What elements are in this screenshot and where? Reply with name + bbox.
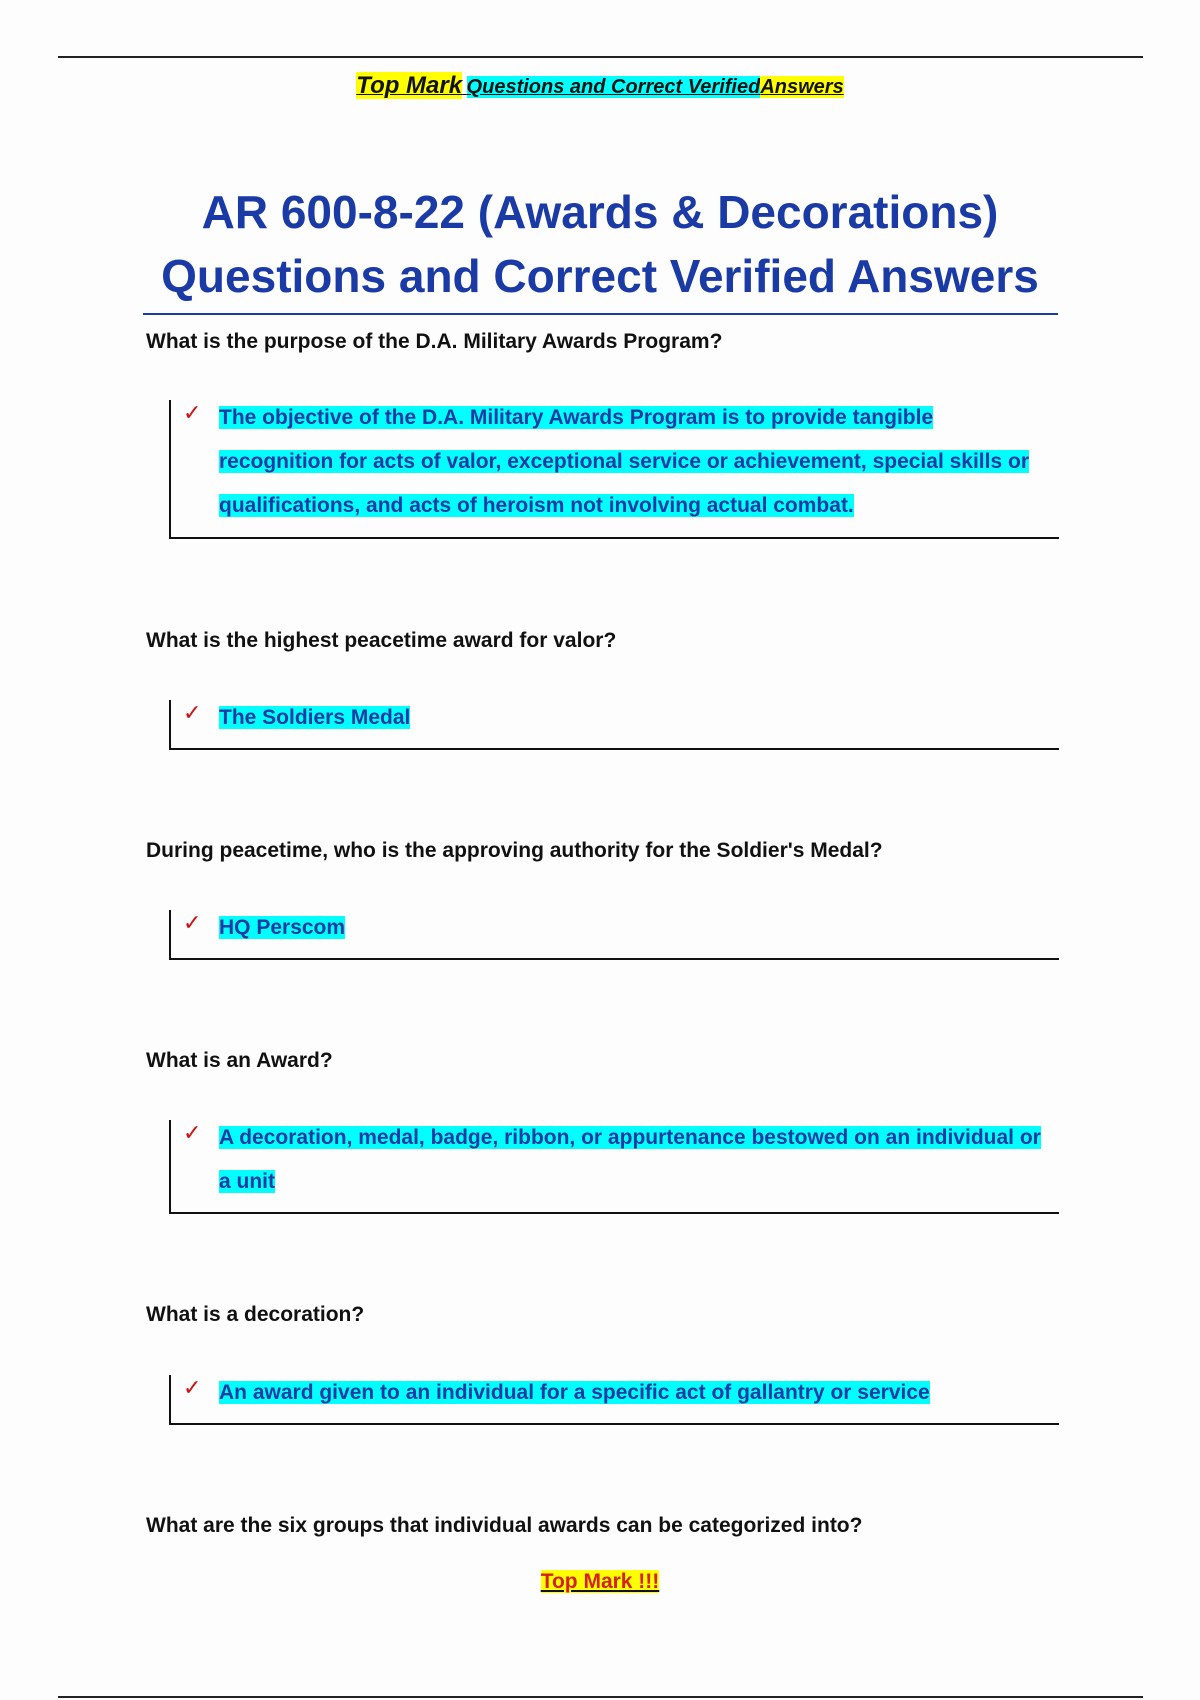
answer-2: The Soldiers Medal xyxy=(219,706,411,729)
question-1: What is the purpose of the D.A. Military Awards Program? xyxy=(146,330,723,353)
answer-3: HQ Perscom xyxy=(219,916,346,939)
question-6: What are the six groups that individual awards can be categorized into? xyxy=(146,1514,863,1537)
answer-1: The objective of the D.A. Military Awards Program is to provide tangible recognition for acts of valor, exceptional service or achievement, special skills or qualifications, and acts of heroism not involving actual combat. xyxy=(219,406,1029,517)
checkmark-icon: ✓ xyxy=(183,1120,202,1145)
top-rule xyxy=(58,56,1143,58)
answer-box-5 xyxy=(169,1375,1059,1425)
answer-box-2 xyxy=(169,700,1059,750)
header-top-mark: Top Mark xyxy=(356,72,463,99)
footer-top-mark: Top Mark !!! xyxy=(540,1570,660,1593)
answer-5: An award given to an individual for a specific act of gallantry or service xyxy=(219,1381,930,1404)
question-2: What is the highest peacetime award for valor? xyxy=(146,629,617,652)
title-rule xyxy=(143,313,1058,315)
header-banner xyxy=(0,72,1200,100)
answer-box-4 xyxy=(169,1120,1059,1214)
question-5: What is a decoration? xyxy=(146,1303,365,1326)
header-questions: Questions and Correct Verified xyxy=(466,76,761,98)
answer-box-3 xyxy=(169,910,1059,960)
header-answers: Answers xyxy=(760,76,844,98)
title-line-1: AR 600-8-22 (Awards & Decorations) xyxy=(201,186,999,238)
page-title xyxy=(140,180,1060,308)
question-3: During peacetime, who is the approving authority for the Soldier's Medal? xyxy=(146,839,883,862)
answer-box-1 xyxy=(169,400,1059,539)
checkmark-icon: ✓ xyxy=(183,910,202,935)
title-line-2: Questions and Correct Verified Answers xyxy=(161,250,1039,302)
question-4: What is an Award? xyxy=(146,1049,333,1072)
checkmark-icon: ✓ xyxy=(183,1375,202,1400)
bottom-rule xyxy=(58,1696,1143,1698)
checkmark-icon: ✓ xyxy=(183,700,202,725)
answer-4: A decoration, medal, badge, ribbon, or appurtenance bestowed on an individual or a unit xyxy=(219,1126,1041,1193)
checkmark-icon: ✓ xyxy=(183,400,202,425)
